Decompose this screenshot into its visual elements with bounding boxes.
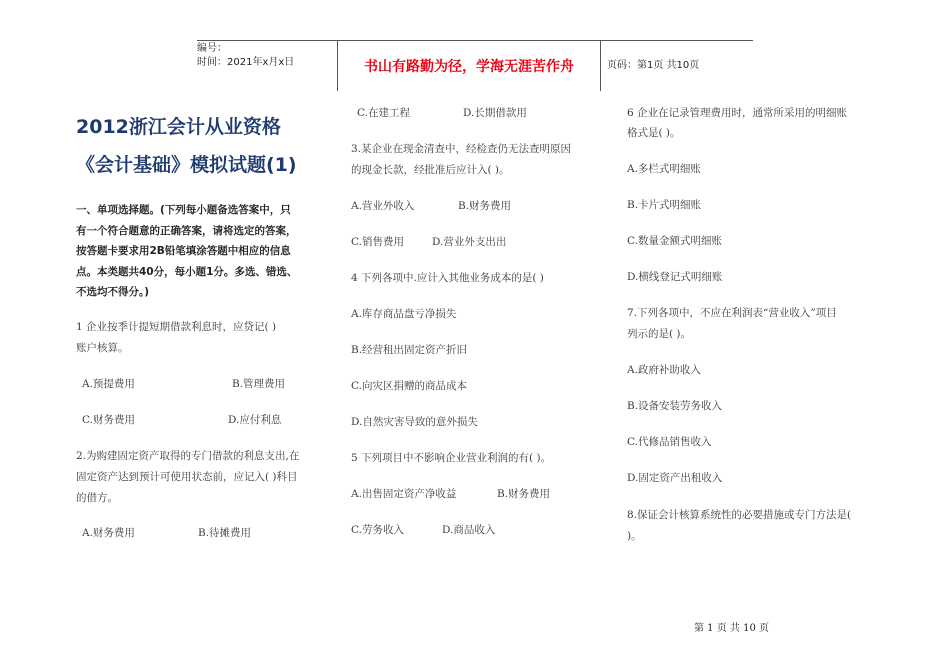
q4-line1: 4 下列各项中.应计入其他业务成本的是( ) — [351, 272, 544, 284]
q6-option-c: C.数量金额式明细账 — [627, 235, 722, 247]
section-instruction-5: 不选均不得分。) — [76, 286, 150, 298]
q2-line3: 的借方。 — [76, 492, 118, 504]
q3-option-b: B.财务费用 — [458, 200, 512, 212]
q7-option-b: B.设备安装劳务收入 — [627, 400, 723, 412]
q1-option-c: C.财务费用 — [82, 414, 135, 426]
q7-line1: 7.下列各项中，不应在利润表“营业收入”项目 — [627, 307, 837, 319]
header-time: 时间：2021年x月x日 — [197, 57, 295, 68]
q4-option-b: B.经营租出固定资产折旧 — [351, 344, 468, 356]
q3-option-a: A.营业外收入 — [351, 200, 415, 212]
q3-option-d: D.营业外支出出 — [432, 236, 507, 248]
q7-option-c: C.代修品销售收入 — [627, 436, 712, 448]
header-slogan: 书山有路勤为径，学海无涯苦作舟 — [364, 59, 574, 75]
q4-option-c: C.向灾区捐赠的商品成本 — [351, 380, 467, 392]
doc-title-line1: 2012浙江会计从业资格 — [76, 116, 281, 138]
page-footer: 第 1 页 共 10 页 — [694, 623, 769, 634]
q7-line2: 列示的是( )。 — [627, 328, 692, 340]
q1-line1: 1 企业按季计提短期借款利息时，应贷记( ) — [76, 321, 277, 333]
section-instruction-2: 有一个符合题意的正确答案，请将选定的答案， — [76, 224, 297, 237]
q5-line1: 5 下列项目中不影响企业营业利润的有( )。 — [351, 452, 552, 464]
q7-option-a: A.政府补助收入 — [627, 364, 701, 376]
q8-line1: 8.保证会计核算系统性的必要措施或专门方法是( — [627, 509, 852, 521]
q6-option-a: A.多栏式明细账 — [627, 163, 701, 175]
q2-option-a: A.财务费用 — [82, 527, 135, 539]
q6-option-d: D.横线登记式明细账 — [627, 271, 723, 283]
q7-option-d: D.固定资产出租收入 — [627, 472, 723, 484]
q5-option-a: A.出售固定资产净收益 — [351, 488, 457, 500]
q5-option-d: D.商品收入 — [442, 524, 496, 536]
q1-option-d: D.应付利息 — [228, 414, 282, 426]
q3-option-c: C.销售费用 — [351, 236, 404, 248]
q4-option-a: A.库存商品盘亏净损失 — [351, 308, 457, 320]
q2-option-b: B.待摊费用 — [198, 527, 252, 539]
q5-option-c: C.劳务收入 — [351, 524, 404, 536]
section-instruction-3: 按答题卡要求用2B铅笔填涂答题中相应的信息 — [76, 245, 291, 257]
q8-line2: )。 — [627, 530, 642, 542]
q2-line1: 2.为购建固定资产取得的专门借款的利息支出,在 — [76, 450, 300, 462]
q5-option-b: B.财务费用 — [497, 488, 551, 500]
header-slogan-cell — [338, 41, 601, 91]
q3-line2: 的现金长款，经批准后应计入( )。 — [351, 164, 510, 176]
q6-line1: 6 企业在记录管理费用时，通常所采用的明细账 — [627, 107, 848, 119]
header-page: 页码：第1页 共10页 — [607, 60, 700, 71]
section-instruction-4: 点。本类题共40分，每小题1分。多选、错选、 — [76, 265, 298, 278]
section-instruction-1: 一、单项选择题。(下列每小题备选答案中，只 — [76, 204, 291, 216]
q6-line2: 格式是( )。 — [627, 127, 681, 139]
q1-option-b: B.管理费用 — [232, 378, 286, 390]
q2-option-d: D.长期借款用 — [463, 107, 527, 119]
q2-line2: 固定资产达到预计可使用状态前，应记入( )科目 — [76, 471, 298, 483]
header-page-cell — [601, 41, 759, 91]
q4-option-d: D.自然灾害导致的意外损失 — [351, 416, 478, 428]
q3-line1: 3.某企业在现金清查中，经检查仍无法查明原因 — [351, 143, 572, 155]
q1-line2: 账户核算。 — [76, 342, 129, 354]
header-number: 编号： — [197, 43, 227, 54]
q2-option-c: C.在建工程 — [357, 107, 410, 119]
page-header — [197, 40, 753, 91]
q1-option-a: A.预提费用 — [82, 378, 135, 390]
q6-option-b: B.卡片式明细账 — [627, 199, 702, 211]
doc-title-line2: 《会计基础》模拟试题(1) — [76, 154, 297, 176]
header-meta — [197, 41, 338, 91]
